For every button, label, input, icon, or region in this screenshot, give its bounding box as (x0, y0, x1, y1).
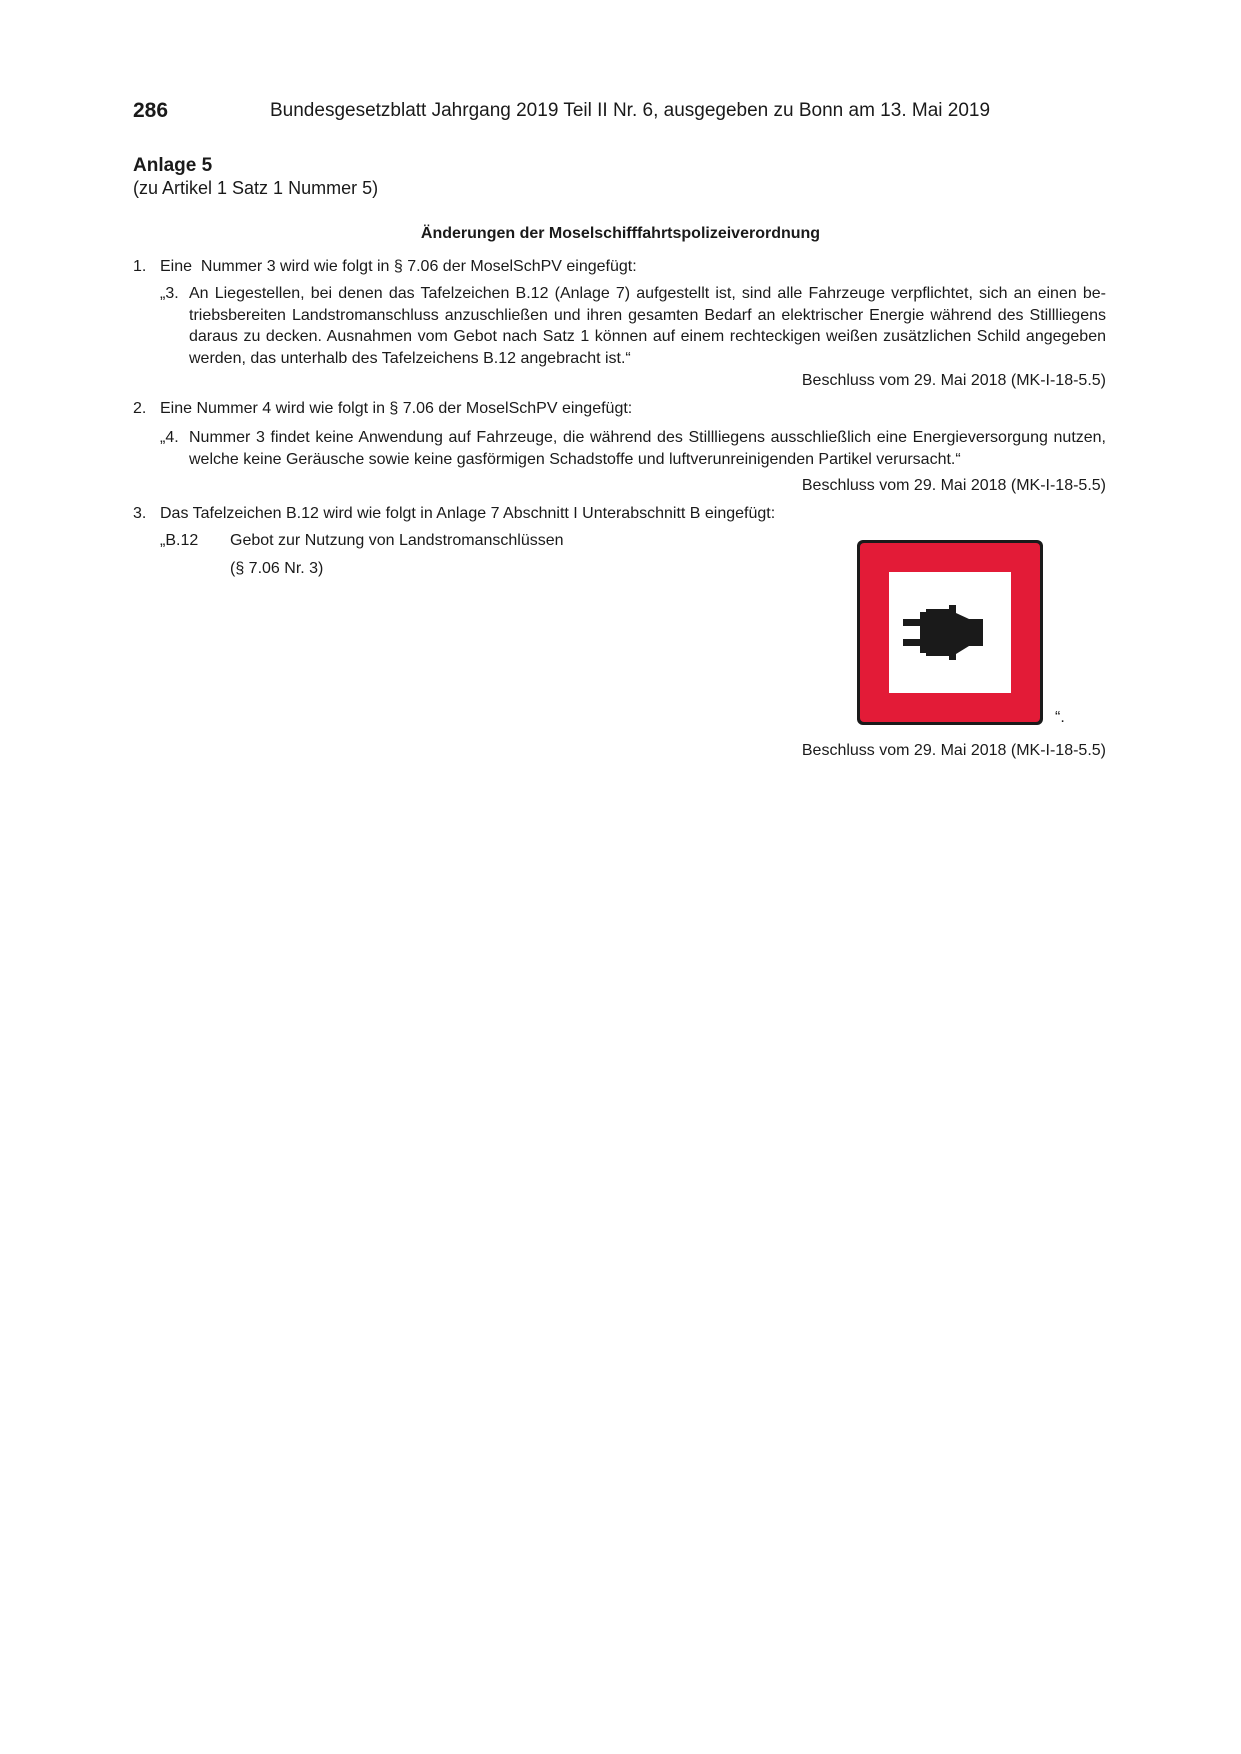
gazette-header-title: Bundesgesetzblatt Jahrgang 2019 Teil II Nr. 6, ausgegeben zu Bonn am 13. Mai 2019 (270, 100, 991, 121)
sign-closing-quote: “. (1055, 709, 1065, 726)
anlage-subtitle: (zu Artikel 1 Satz 1 Nummer 5) (133, 178, 379, 198)
traffic-sign-b12 (856, 539, 1044, 726)
sign-reference: (§ 7.06 Nr. 3) (230, 560, 324, 577)
plug-icon (856, 539, 1044, 726)
decision-note: Beschluss vom 29. Mai 2018 (MK-I-18-5.5) (801, 372, 1106, 389)
paragraph-line: Nummer 3 findet keine Anwendung auf Fahrzeuge, die während des Stillliegens ausschließlich eine Energieversorgung nutzen, (189, 429, 1106, 446)
item-text: Eine Nummer 4 wird wie folgt in § 7.06 der MoselSchPV eingefügt: (160, 400, 633, 417)
paragraph-line: triebsbereiten Landstromanschluss anzuschließen und ihren gesamten Bedarf an elektrischer Energie während des Stillliegens (189, 306, 1106, 324)
quoted-paragraph (189, 427, 1106, 470)
paragraph-line: welche keine Geräusche sowie keine gasförmigen Schadstoffe und luftverunreinigenden Partikel verursacht.“ (189, 450, 961, 468)
item-number: 1. (133, 258, 147, 275)
anlage-title: Anlage 5 (133, 155, 213, 176)
sign-name: Gebot zur Nutzung von Landstromanschlüssen (230, 532, 564, 549)
quote-number: „3. (160, 285, 179, 302)
page-number: 286 (133, 99, 169, 122)
decision-note: Beschluss vom 29. Mai 2018 (MK-I-18-5.5) (801, 742, 1106, 759)
quote-number: „4. (160, 429, 179, 446)
paragraph-line: daraus zu decken. Ausnahmen vom Gebot nach Satz 1 können auf einem rechteckigen weißen zusätzlichen Schild angegeben (189, 328, 1106, 345)
paragraph-line: An Liegestellen, bei denen das Tafelzeichen B.12 (Anlage 7) aufgestellt ist, sind alle Fahrzeuge verpflichtet, sich an einen be- (189, 285, 1106, 302)
decision-note: Beschluss vom 29. Mai 2018 (MK-I-18-5.5) (801, 477, 1106, 494)
item-text: Eine Nummer 3 wird wie folgt in § 7.06 der MoselSchPV eingefügt: (160, 258, 637, 275)
paragraph-line: werden, das unterhalb des Tafelzeichens B.12 angebracht ist.“ (189, 349, 631, 367)
item-text: Das Tafelzeichen B.12 wird wie folgt in Anlage 7 Abschnitt I Unterabschnitt B eingefügt: (160, 505, 776, 522)
quoted-paragraph (189, 283, 1106, 369)
sign-code: „B.12 (160, 532, 199, 549)
section-title: Änderungen der Moselschifffahrtspolizeiverordnung (420, 225, 821, 242)
item-number: 3. (133, 505, 147, 522)
item-number: 2. (133, 400, 147, 417)
